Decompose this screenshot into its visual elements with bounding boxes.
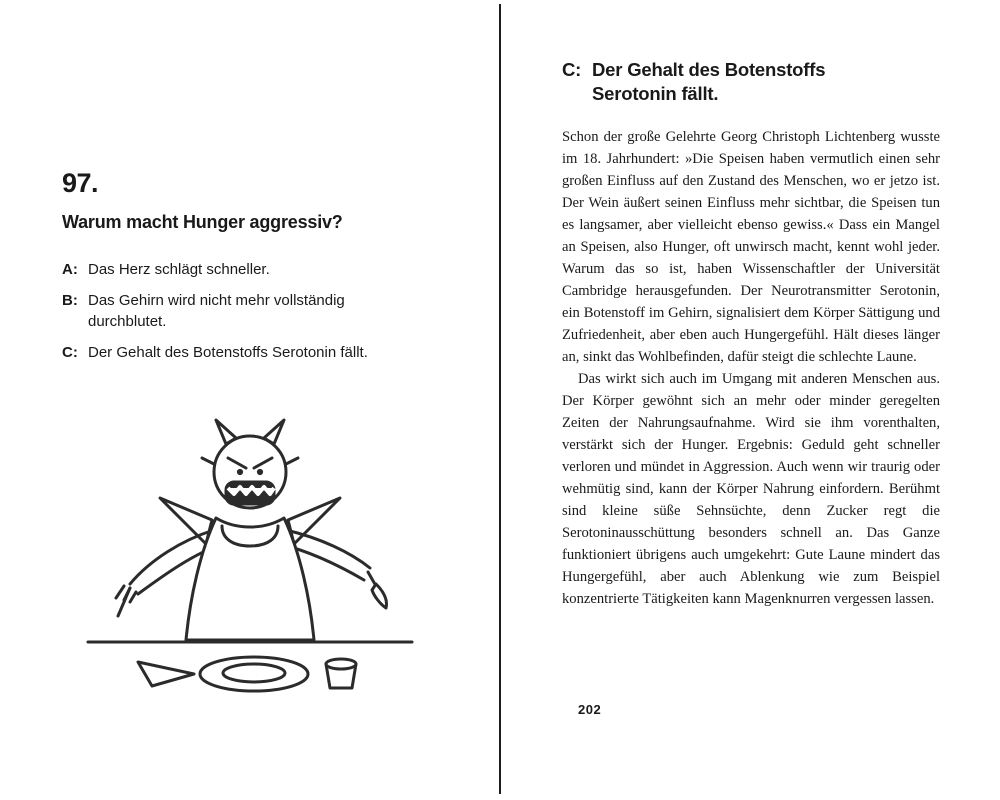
- page-gutter-divider: [499, 4, 501, 794]
- answer-heading-text: Der Gehalt des Botenstoffs Serotonin fällt.: [592, 59, 826, 105]
- knife-icon: [368, 572, 387, 608]
- angry-devil-illustration: [72, 402, 428, 702]
- answer-options-list: [62, 260, 394, 374]
- option-c-label: C:: [62, 343, 78, 361]
- dinner-plate: [200, 657, 308, 691]
- option-a-text: Das Herz schlägt schneller.: [88, 261, 270, 278]
- devil-eye-right: [257, 469, 262, 474]
- devil-horn-right: [264, 420, 284, 444]
- fork-icon: [116, 586, 136, 616]
- devil-eye-left: [237, 469, 242, 474]
- option-b-text: Das Gehirn wird nicht mehr vollständig durchblutet.: [88, 292, 345, 330]
- answer-option-a: [62, 260, 394, 280]
- question-title: Warum macht Hunger aggressiv?: [62, 212, 343, 232]
- explanation-paragraph-1: Schon der große Gelehrte Georg Christoph Lichtenberg wusste im 18. Jahrhundert: »Die Speisen haben vermutlich einen sehr großen Einfluss auf den Zustand des Menschen, wo er jetzo ist. Der Wein äußert seinen Einfluss mehr sichtbar, die Speisen tun es langsamer, aber vielleicht ebenso gewiss.« Dass ein Mangel an Speisen, also Hunger, oft unwirsch macht, kennt wohl jeder. Warum das so ist, haben Wissenschaftler der Universität Cambridge herausgefunden. Der Neurotransmitter Serotonin, ein Botenstoff im Gehirn, signalisiert dem Körper Sättigung und Zufriedenheit, aber eben auch Hungergefühl. Hält dieses länger an, sinkt das Wohlbefinden, dafür steigt die schlechte Laune.: [562, 129, 940, 365]
- devil-mouth: [226, 482, 274, 504]
- devil-head: [202, 420, 298, 508]
- explanation-paragraph-2: Das wirkt sich auch im Umgang mit anderen Menschen aus. Der Körper gewöhnt sich an mehr oder minder geregelten Zeiten der Nahrungsaufnahme. Wird sie ihm vorenthalten, verstärkt sich der Hunger. Ergebnis: Geduld geht schneller verloren und mündet in Aggression. Auch wenn wir traurig oder wehmütig sind, kann der Körper Nahrung einfordern. Berühmt sind kleine süße Sehnsüchte, denn Zucker regt die Serotoninausschüttung besonders schnell an. Das Ganze funktioniert übrigens auch umgekehrt: Gute Laune mindert das Hungergefühl, aber auch Ablenkung wie zum Beispiel konzentrierte Tätigkeiten kann Magenknurren vergessen lassen.: [562, 371, 940, 607]
- option-a-label: A:: [62, 261, 78, 278]
- answer-heading: [562, 58, 942, 106]
- explanation-text: [562, 126, 940, 610]
- option-c-text: Der Gehalt des Botenstoffs Serotonin fällt.: [88, 343, 368, 361]
- napkin-triangle: [138, 662, 194, 686]
- drinking-cup: [326, 659, 356, 688]
- page-number: 202: [578, 702, 602, 717]
- option-b-label: B:: [62, 292, 78, 310]
- answer-option-b: [62, 291, 394, 332]
- question-number: 97.: [62, 168, 99, 198]
- answer-heading-label: C:: [562, 59, 582, 80]
- answer-option-c: [62, 343, 394, 363]
- devil-horn-left: [216, 420, 236, 444]
- question-illustration: [72, 402, 428, 702]
